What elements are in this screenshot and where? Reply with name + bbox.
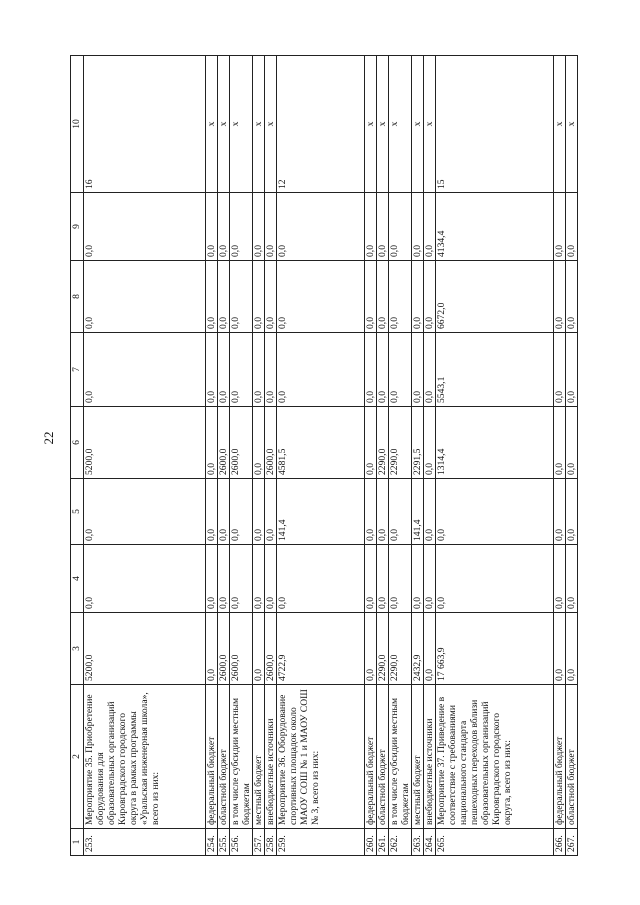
year-value: 0,0 bbox=[424, 479, 436, 545]
row-number: 257. bbox=[253, 829, 265, 856]
year-value: 0,0 bbox=[253, 261, 265, 333]
indicator-ref: x bbox=[424, 56, 436, 193]
year-value: 0,0 bbox=[253, 545, 265, 613]
col-header: 7 bbox=[71, 333, 84, 407]
col-header: 3 bbox=[71, 613, 84, 685]
table-row bbox=[84, 56, 206, 856]
year-value: 0,0 bbox=[230, 333, 253, 407]
row-number: 259. bbox=[277, 829, 365, 856]
row-label: внебюджетные источники bbox=[265, 685, 277, 829]
indicator-ref: x bbox=[253, 56, 265, 193]
total-value: 17 663,9 bbox=[436, 613, 554, 685]
year-value: 0,0 bbox=[377, 479, 389, 545]
row-number: 253. bbox=[84, 829, 206, 856]
total-value: 0,0 bbox=[365, 613, 377, 685]
year-value: 0,0 bbox=[253, 407, 265, 479]
year-value: 0,0 bbox=[566, 333, 578, 407]
year-value: 141,4 bbox=[277, 479, 365, 545]
year-value: 0,0 bbox=[554, 407, 566, 479]
year-value: 0,0 bbox=[412, 545, 424, 613]
row-label: местный бюджет bbox=[253, 685, 265, 829]
year-value: 0,0 bbox=[377, 193, 389, 261]
col-header: 6 bbox=[71, 407, 84, 479]
year-value: 0,0 bbox=[206, 407, 218, 479]
year-value: 0,0 bbox=[218, 333, 230, 407]
row-number: 264. bbox=[424, 829, 436, 856]
year-value: 0,0 bbox=[206, 545, 218, 613]
row-label: Мероприятие 36. Оборудование спортивных площадок около МАОУ СОШ № 1 и МАОУ СОШ № 3, всего из них: bbox=[277, 685, 365, 829]
indicator-ref: x bbox=[554, 56, 566, 193]
year-value: 0,0 bbox=[377, 545, 389, 613]
table-row bbox=[277, 56, 365, 856]
year-value: 2291,5 bbox=[412, 407, 424, 479]
row-label: в том числе субсидии местным бюджетам bbox=[230, 685, 253, 829]
row-number: 267. bbox=[566, 829, 578, 856]
indicator-ref: x bbox=[377, 56, 389, 193]
table-row bbox=[436, 56, 554, 856]
year-value: 1314,4 bbox=[436, 407, 554, 479]
year-value: 0,0 bbox=[436, 545, 554, 613]
row-label: внебюджетные источники bbox=[424, 685, 436, 829]
total-value: 0,0 bbox=[554, 613, 566, 685]
year-value: 0,0 bbox=[554, 193, 566, 261]
year-value: 0,0 bbox=[206, 333, 218, 407]
row-number: 265. bbox=[436, 829, 554, 856]
total-value: 2432,9 bbox=[412, 613, 424, 685]
year-value: 4134,4 bbox=[436, 193, 554, 261]
indicator-ref: x bbox=[218, 56, 230, 193]
column-number-row bbox=[71, 56, 84, 856]
total-value: 2600,0 bbox=[218, 613, 230, 685]
row-label: федеральный бюджет bbox=[554, 685, 566, 829]
row-number: 262. bbox=[389, 829, 412, 856]
year-value: 0,0 bbox=[84, 193, 206, 261]
col-header: 10 bbox=[71, 56, 84, 193]
table-row bbox=[412, 56, 424, 856]
year-value: 0,0 bbox=[84, 261, 206, 333]
year-value: 0,0 bbox=[436, 479, 554, 545]
year-value: 4581,5 bbox=[277, 407, 365, 479]
indicator-ref: x bbox=[365, 56, 377, 193]
total-value: 4722,9 bbox=[277, 613, 365, 685]
row-number: 263. bbox=[412, 829, 424, 856]
table-row bbox=[230, 56, 253, 856]
row-label: в том числе субсидии местным бюджетам bbox=[389, 685, 412, 829]
indicator-ref: x bbox=[265, 56, 277, 193]
row-label: местный бюджет bbox=[412, 685, 424, 829]
year-value: 0,0 bbox=[554, 261, 566, 333]
table-row bbox=[253, 56, 265, 856]
table-row bbox=[365, 56, 377, 856]
year-value: 0,0 bbox=[412, 261, 424, 333]
row-number: 260. bbox=[365, 829, 377, 856]
year-value: 0,0 bbox=[253, 479, 265, 545]
row-number: 258. bbox=[265, 829, 277, 856]
indicator-ref: x bbox=[412, 56, 424, 193]
year-value: 0,0 bbox=[206, 261, 218, 333]
year-value: 0,0 bbox=[218, 193, 230, 261]
year-value: 5200,0 bbox=[84, 407, 206, 479]
year-value: 0,0 bbox=[377, 333, 389, 407]
indicator-ref: x bbox=[566, 56, 578, 193]
indicator-ref: 15 bbox=[436, 56, 554, 193]
row-number: 254. bbox=[206, 829, 218, 856]
year-value: 0,0 bbox=[566, 261, 578, 333]
rotated-table-container bbox=[70, 56, 610, 856]
total-value: 0,0 bbox=[566, 613, 578, 685]
table-row bbox=[566, 56, 578, 856]
year-value: 0,0 bbox=[218, 479, 230, 545]
total-value: 2600,0 bbox=[265, 613, 277, 685]
year-value: 0,0 bbox=[554, 479, 566, 545]
year-value: 0,0 bbox=[389, 193, 412, 261]
year-value: 0,0 bbox=[377, 261, 389, 333]
table-row bbox=[265, 56, 277, 856]
year-value: 6672,0 bbox=[436, 261, 554, 333]
year-value: 0,0 bbox=[84, 545, 206, 613]
year-value: 0,0 bbox=[412, 333, 424, 407]
row-number: 266. bbox=[554, 829, 566, 856]
year-value: 0,0 bbox=[265, 333, 277, 407]
page-number: 22 bbox=[41, 431, 56, 445]
year-value: 2290,0 bbox=[377, 407, 389, 479]
year-value: 0,0 bbox=[365, 479, 377, 545]
total-value: 0,0 bbox=[253, 613, 265, 685]
year-value: 2600,0 bbox=[265, 407, 277, 479]
year-value: 0,0 bbox=[277, 261, 365, 333]
year-value: 0,0 bbox=[566, 479, 578, 545]
table-body bbox=[84, 56, 578, 856]
total-value: 0,0 bbox=[206, 613, 218, 685]
col-header: 9 bbox=[71, 193, 84, 261]
year-value: 0,0 bbox=[389, 545, 412, 613]
year-value: 0,0 bbox=[206, 479, 218, 545]
year-value: 0,0 bbox=[265, 193, 277, 261]
year-value: 2600,0 bbox=[230, 407, 253, 479]
table-row bbox=[389, 56, 412, 856]
total-value: 5200,0 bbox=[84, 613, 206, 685]
total-value: 0,0 bbox=[424, 613, 436, 685]
row-number: 255. bbox=[218, 829, 230, 856]
table-row bbox=[554, 56, 566, 856]
year-value: 0,0 bbox=[554, 333, 566, 407]
budget-table bbox=[70, 55, 578, 856]
year-value: 0,0 bbox=[412, 193, 424, 261]
col-header: 5 bbox=[71, 479, 84, 545]
total-value: 2600,0 bbox=[230, 613, 253, 685]
row-label: Мероприятие 35. Приобретение оборудования для образовательных организаций Кировградского городского округа в рамках программы «Уральская инженерная школа», всего из них: bbox=[84, 685, 206, 829]
indicator-ref: 12 bbox=[277, 56, 365, 193]
indicator-ref: x bbox=[206, 56, 218, 193]
year-value: 0,0 bbox=[230, 193, 253, 261]
col-header: 1 bbox=[71, 829, 84, 856]
year-value: 0,0 bbox=[424, 407, 436, 479]
year-value: 0,0 bbox=[566, 545, 578, 613]
year-value: 0,0 bbox=[84, 479, 206, 545]
indicator-ref: x bbox=[230, 56, 253, 193]
year-value: 0,0 bbox=[424, 261, 436, 333]
row-label: Мероприятие 37. Приведение в соответствие с требованиями национального стандарта пешеходных переходов вблизи образовательных организаций Кировградского городского округа, всего из них: bbox=[436, 685, 554, 829]
year-value: 0,0 bbox=[265, 545, 277, 613]
year-value: 0,0 bbox=[424, 545, 436, 613]
year-value: 0,0 bbox=[389, 479, 412, 545]
total-value: 2290,0 bbox=[389, 613, 412, 685]
indicator-ref: 16 bbox=[84, 56, 206, 193]
row-label: областной бюджет bbox=[566, 685, 578, 829]
year-value: 0,0 bbox=[365, 407, 377, 479]
table-row bbox=[206, 56, 218, 856]
table-row bbox=[218, 56, 230, 856]
year-value: 0,0 bbox=[218, 261, 230, 333]
year-value: 0,0 bbox=[277, 333, 365, 407]
year-value: 0,0 bbox=[365, 261, 377, 333]
year-value: 0,0 bbox=[253, 193, 265, 261]
col-header: 2 bbox=[71, 685, 84, 829]
year-value: 0,0 bbox=[389, 333, 412, 407]
year-value: 0,0 bbox=[230, 261, 253, 333]
row-number: 261. bbox=[377, 829, 389, 856]
year-value: 0,0 bbox=[206, 193, 218, 261]
year-value: 0,0 bbox=[424, 193, 436, 261]
row-label: областной бюджет bbox=[377, 685, 389, 829]
year-value: 5543,1 bbox=[436, 333, 554, 407]
row-number: 256. bbox=[230, 829, 253, 856]
year-value: 0,0 bbox=[389, 261, 412, 333]
year-value: 0,0 bbox=[265, 261, 277, 333]
col-header: 8 bbox=[71, 261, 84, 333]
row-label: областной бюджет bbox=[218, 685, 230, 829]
col-header: 4 bbox=[71, 545, 84, 613]
year-value: 0,0 bbox=[365, 545, 377, 613]
indicator-ref: x bbox=[389, 56, 412, 193]
year-value: 0,0 bbox=[84, 333, 206, 407]
year-value: 0,0 bbox=[230, 545, 253, 613]
year-value: 0,0 bbox=[566, 407, 578, 479]
year-value: 0,0 bbox=[265, 479, 277, 545]
year-value: 0,0 bbox=[365, 193, 377, 261]
year-value: 2290,0 bbox=[389, 407, 412, 479]
table-row bbox=[377, 56, 389, 856]
row-label: федеральный бюджет bbox=[365, 685, 377, 829]
year-value: 141,4 bbox=[412, 479, 424, 545]
row-label: федеральный бюджет bbox=[206, 685, 218, 829]
year-value: 0,0 bbox=[230, 479, 253, 545]
year-value: 0,0 bbox=[566, 193, 578, 261]
year-value: 0,0 bbox=[424, 333, 436, 407]
year-value: 2600,0 bbox=[218, 407, 230, 479]
table-row bbox=[424, 56, 436, 856]
year-value: 0,0 bbox=[253, 333, 265, 407]
year-value: 0,0 bbox=[277, 545, 365, 613]
total-value: 2290,0 bbox=[377, 613, 389, 685]
year-value: 0,0 bbox=[554, 545, 566, 613]
year-value: 0,0 bbox=[365, 333, 377, 407]
year-value: 0,0 bbox=[277, 193, 365, 261]
year-value: 0,0 bbox=[218, 545, 230, 613]
